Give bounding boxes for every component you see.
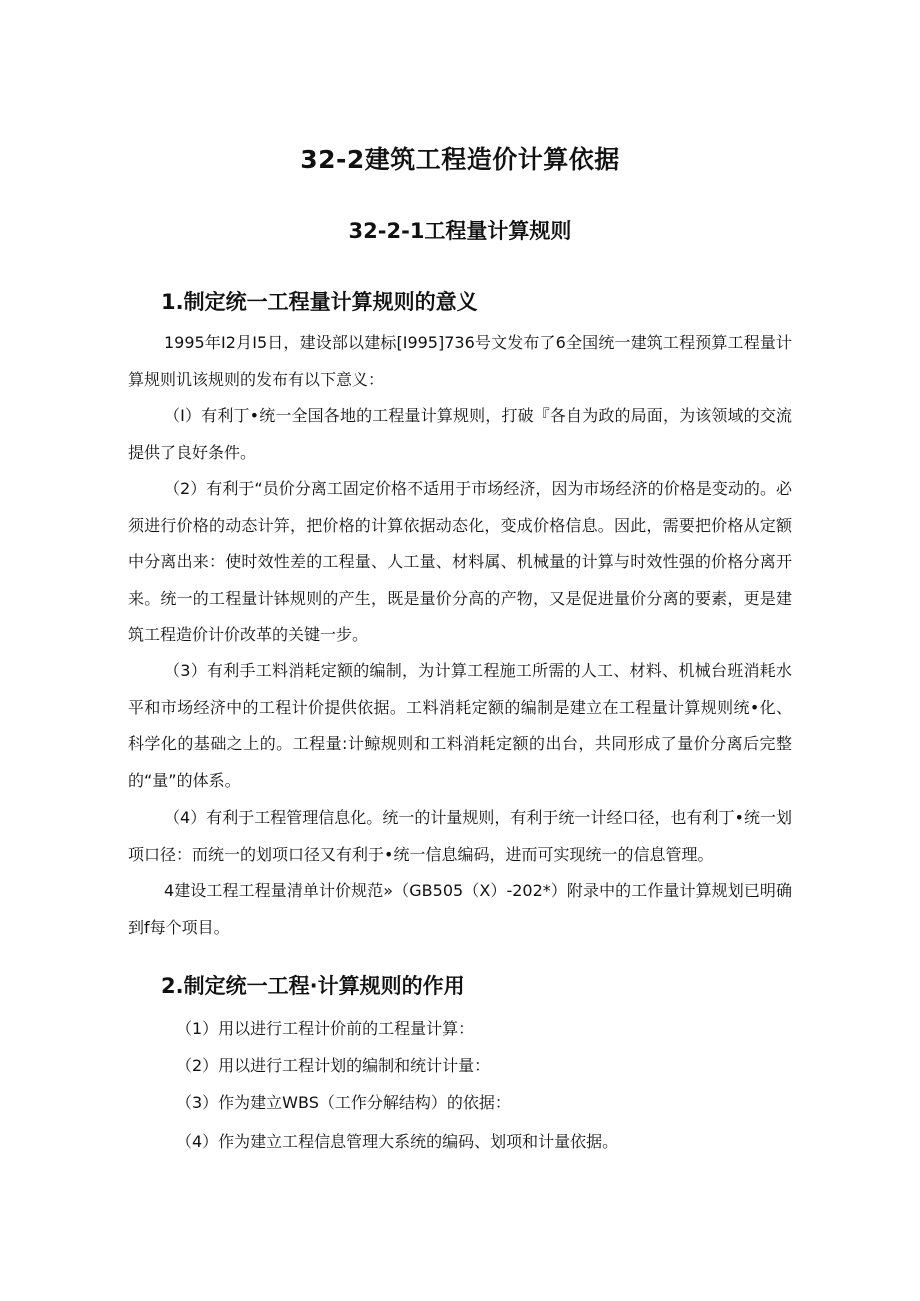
paragraph-point-1: （I）有利丁•统一全国各地的工程量计算规则，打破『各自为政的局面，为该领域的交流提供了良好条件。 [128, 406, 792, 462]
section-title: 32-2-1工程量计算规则 [348, 219, 572, 243]
list-item: （2）用以进行工程计划的编制和统计计量： [176, 1056, 491, 1075]
paragraph-note: 4建设工程工程量清单计价规范»（GB505（X）-202*）附录中的工作量计算规划已明确到f每个项目。 [128, 881, 792, 937]
heading-significance: 1.制定统一工程量计算规则的意义 [161, 290, 478, 314]
paragraph-point-2: （2）有利于“员价分离工固定价格不适用于市场经济，因为市场经济的价格是变动的。必须进行价格的动态计笄，把价格的计算依据动态化，变成价格信息。因此，需要把价格从定额中分离出来：使时效性差的工程量、人工量、材料属、机械量的计算与时效性强的价格分离开来。统一的工程量计钵规则的产生，既是量价分高的产物，又是促进量价分离的要素，更是建筑工程造价计价改革的关键一步。 [128, 479, 792, 644]
list-item: （4）作为建立工程信息管理大系统的编码、划项和计量依据。 [176, 1132, 619, 1151]
document-title: 32-2建筑工程造价计算依据 [300, 145, 620, 174]
list-item: （1）用以进行工程计价前的工程量计算： [176, 1019, 475, 1038]
paragraph-point-3: （3）有利手工料消耗定额的编制，为计算工程施工所需的人工、材料、机械台班消耗水平和市场经济中的工程计价提供依据。工料消耗定额的编制是建立在工程量计算规则统•化、科学化的基础之上的。工程量:计鲸规则和工料消耗定额的出台，共同形成了量价分离后完整的“量”的体系。 [128, 661, 792, 790]
heading-purpose: 2.制定统一工程·计算规则的作用 [161, 974, 465, 998]
paragraph-intro: 1995年I2月I5日，建设部以建标[I995]736号文发布了6全国统一建筑工程预算工程量计算规则讥该规则的发布有以下意义： [128, 333, 792, 389]
paragraph-point-4: （4）有利于工程管理信息化。统一的计量规则，有利于统一计经口径，也有利丁•统一划项口径：而统一的划项口径又有利于•统一信息编码，进而可实现统一的信息管理。 [128, 808, 792, 864]
list-item: （3）作为建立WBS（工作分解结构）的依据： [176, 1093, 511, 1112]
